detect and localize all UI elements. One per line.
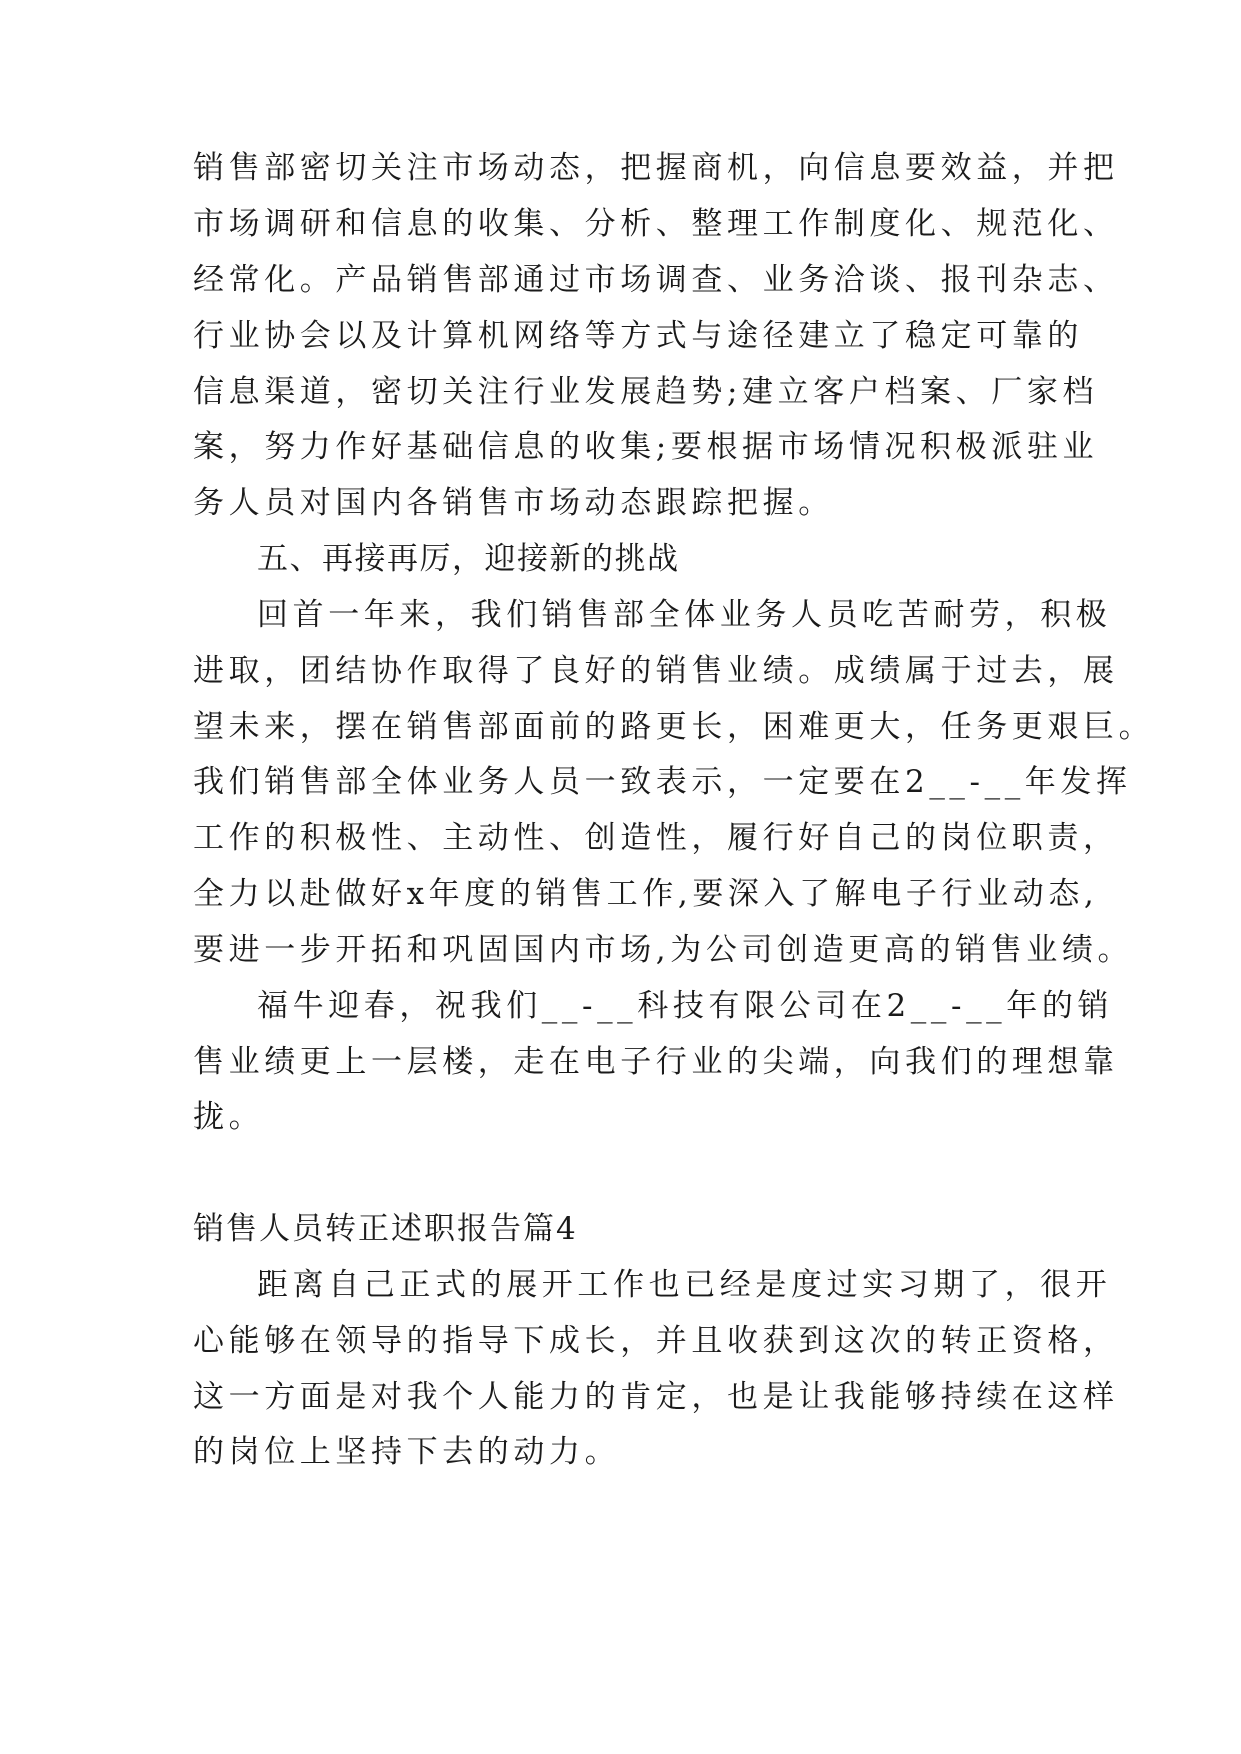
text-line: 市场调研和信息的收集、分析、整理工作制度化、规范化、 [193,206,1119,242]
text-line: 行业协会以及计算机网络等方式与途径建立了稳定可靠的 [193,318,1083,354]
text-line: 售业绩更上一层楼，走在电子行业的尖端，向我们的理想靠 [193,1044,1119,1080]
text-line: 的岗位上坚持下去的动力。 [193,1434,621,1470]
text-line: 销售部密切关注市场动态，把握商机，向信息要效益，并把 [193,150,1119,186]
text-line: 务人员对国内各销售市场动态跟踪把握。 [193,485,834,521]
text-line: 要进一步开拓和巩固国内市场,为公司创造更高的销售业绩。 [193,932,1134,968]
text-line: 信息渠道，密切关注行业发展趋势;建立客户档案、厂家档 [193,374,1099,410]
text-line: 进取，团结协作取得了良好的销售业绩。成绩属于过去，展 [193,653,1119,689]
text-line: 全力以赴做好x年度的销售工作,要深入了解电子行业动态, [193,876,1099,912]
text-line: 案，努力作好基础信息的收集;要根据市场情况积极派驻业 [193,429,1099,465]
text-line: 距离自己正式的展开工作也已经是度过实习期了，很开 [257,1267,1112,1303]
section-heading-five: 五、再接再厉，迎接新的挑战 [257,541,680,577]
text-line: 望未来，摆在销售部面前的路更长，困难更大，任务更艰巨。 [193,709,1155,745]
text-line: 心能够在领导的指导下成长，并且收获到这次的转正资格， [193,1323,1119,1359]
text-line: 我们销售部全体业务人员一致表示，一定要在2__-__年发挥 [193,764,1132,800]
text-line: 这一方面是对我个人能力的肯定，也是让我能够持续在这样 [193,1379,1119,1415]
text-line: 拢。 [193,1099,265,1135]
text-line: 经常化。产品销售部通过市场调查、业务洽谈、报刊杂志、 [193,262,1119,298]
text-line: 工作的积极性、主动性、创造性，履行好自己的岗位职责， [193,820,1119,856]
text-line: 回首一年来，我们销售部全体业务人员吃苦耐劳，积极 [257,597,1112,633]
section-title: 销售人员转正述职报告篇4 [193,1211,578,1247]
text-line: 福牛迎春，祝我们__-__科技有限公司在2__-__年的销 [257,988,1114,1024]
